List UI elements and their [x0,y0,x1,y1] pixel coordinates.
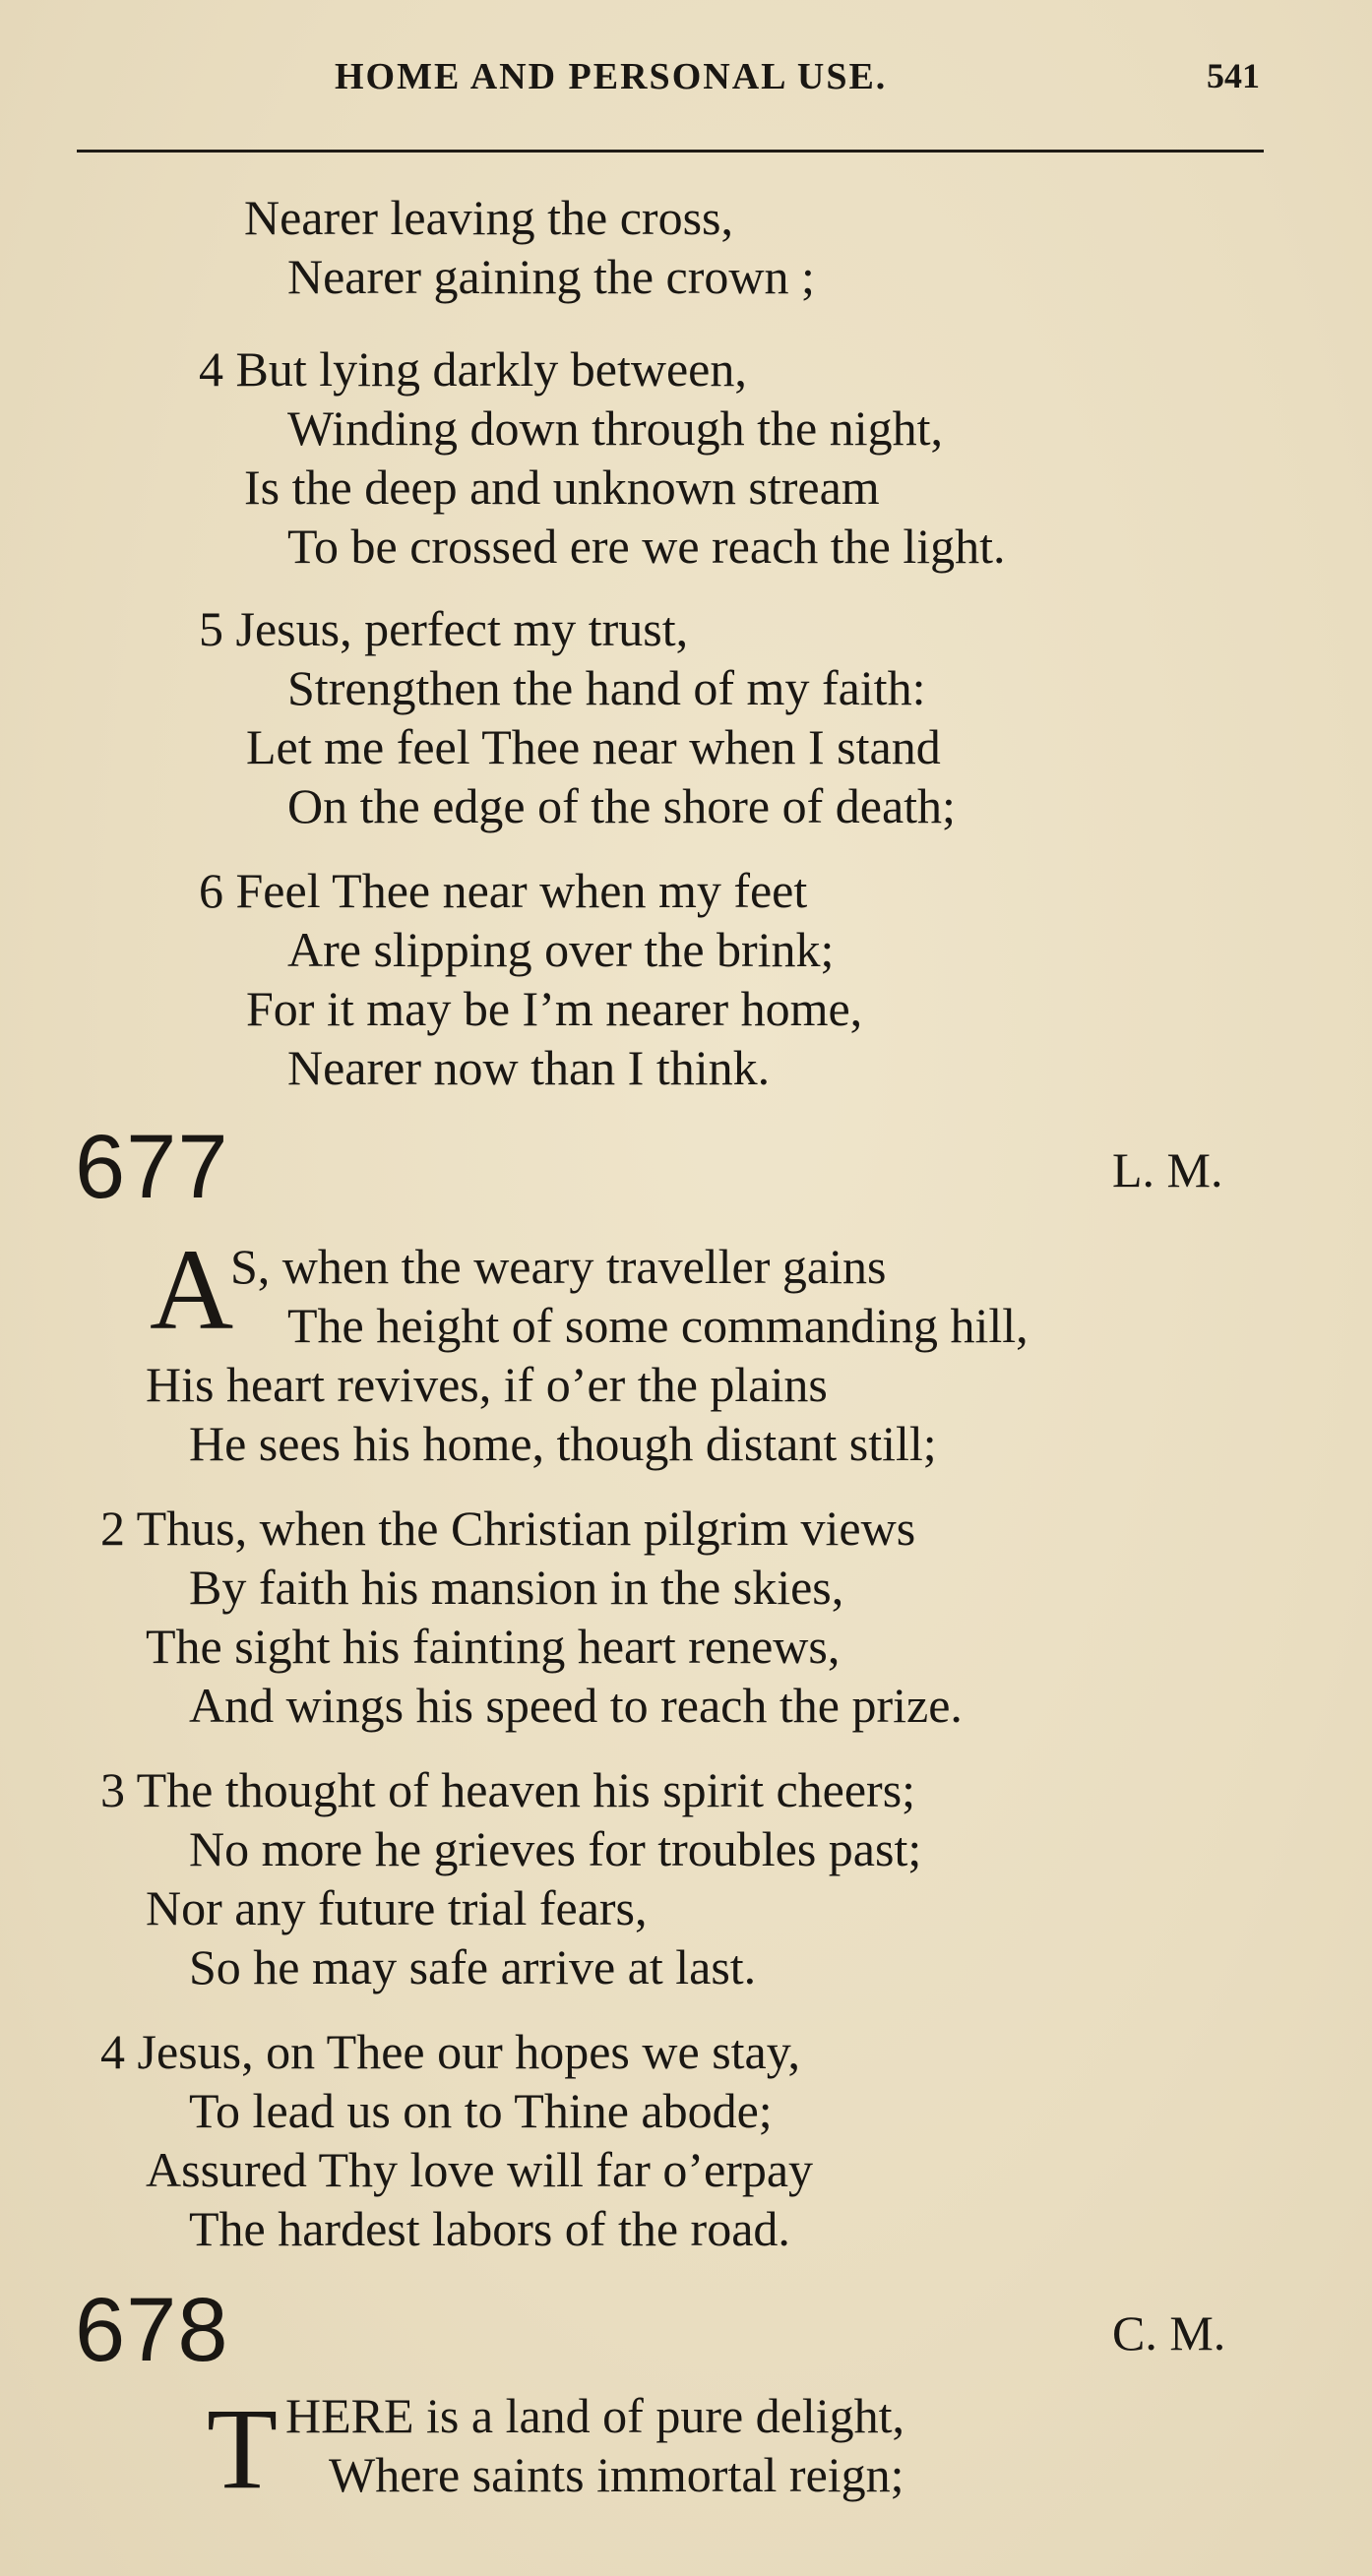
verse-line: 5 Jesus, perfect my trust, [199,601,689,656]
verse-line: On the edge of the shore of death; [287,778,956,833]
verse-line: S, when the weary traveller gains [230,1239,887,1294]
page-number: 541 [1207,56,1260,95]
running-title: HOME AND PERSONAL USE. [335,56,888,97]
verse-line: To be crossed ere we reach the light. [287,519,1006,574]
verse-line: HERE is a land of pure delight, [285,2388,905,2443]
verse-line: The hardest labors of the road. [189,2201,790,2256]
hymn-meter: L. M. [1112,1142,1223,1197]
verse-line: Nearer gaining the crown ; [287,249,815,304]
verse-line: 4 But lying darkly between, [199,341,747,397]
drop-cap: A [150,1225,234,1354]
verse-line: Nor any future trial fears, [146,1880,648,1935]
verse-line: Nearer now than I think. [287,1040,771,1095]
verse-line: Winding down through the night, [287,400,943,456]
verse-line: 2 Thus, when the Christian pilgrim views [100,1501,916,1556]
verse-line: To lead us on to Thine abode; [189,2083,773,2138]
verse-line: So he may safe arrive at last. [189,1939,757,1994]
verse-line: The sight his fainting heart renews, [146,1619,841,1674]
verse-line: Assured Thy love will far o’erpay [146,2142,814,2197]
page-header [0,55,1372,114]
verse-line: 4 Jesus, on Thee our hopes we stay, [100,2024,800,2079]
verse-line: For it may be I’m nearer home, [246,981,863,1036]
verse-line: Is the deep and unknown stream [244,460,880,515]
hymn-meter: C. M. [1112,2305,1226,2361]
hymn-number: 677 [75,1117,229,1217]
drop-cap: T [207,2384,279,2513]
verse-line: Are slipping over the brink; [287,922,835,977]
verse-line: And wings his speed to reach the prize. [189,1678,963,1733]
verse-line: The height of some commanding hill, [287,1298,1029,1353]
verse-line: No more he grieves for troubles past; [189,1821,922,1876]
verse-line: His heart revives, if o’er the plains [146,1357,828,1412]
verse-line: Nearer leaving the cross, [244,190,733,245]
header-rule [77,150,1264,153]
verse-line: 3 The thought of heaven his spirit cheers; [100,1762,916,1817]
verse-line: Let me feel Thee near when I stand [246,719,941,774]
hymn-number: 678 [75,2280,229,2380]
verse-line: He sees his home, though distant still; [189,1416,937,1471]
verse-line: Where saints immortal reign; [329,2447,904,2502]
verse-line: By faith his mansion in the skies, [189,1560,844,1615]
verse-line: Strengthen the hand of my faith: [287,660,926,715]
verse-line: 6 Feel Thee near when my feet [199,863,808,918]
